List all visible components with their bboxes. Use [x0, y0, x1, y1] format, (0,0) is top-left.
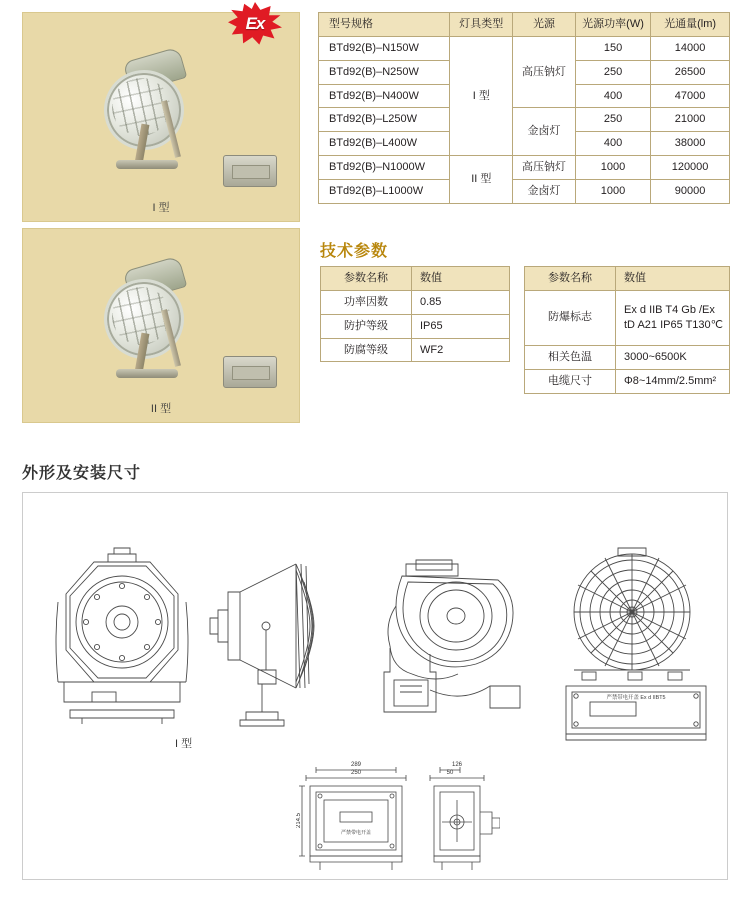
photo-caption-type-2: II 型: [150, 403, 172, 415]
cell-source: 金卤灯: [513, 108, 576, 156]
dimensions-section-title: 外形及安装尺寸: [22, 465, 142, 482]
drawing-box-side-dimensioned: [420, 760, 500, 880]
table-row: [319, 156, 730, 180]
table-row: [321, 314, 510, 338]
col-model: 型号规格: [319, 13, 450, 37]
cell-model: BTd92(B)–N250W: [319, 60, 450, 84]
photo-caption-type-1: I 型: [152, 202, 170, 214]
col-power: 光源功率(W): [575, 13, 650, 37]
cell-lumens: 90000: [651, 179, 730, 203]
product-photo-panel-type-2: [22, 228, 300, 423]
lamp-base: [116, 369, 178, 378]
cell-param-value: 0.85: [412, 290, 510, 314]
cell-power: 150: [575, 36, 650, 60]
cell-model: BTd92(B)–N400W: [319, 84, 450, 108]
cell-param-name: 防腐等级: [321, 338, 412, 362]
cell-model: BTd92(B)–N150W: [319, 36, 450, 60]
cell-source: 高压钠灯: [513, 36, 576, 108]
cell-power: 400: [575, 84, 650, 108]
cell-power: 400: [575, 132, 650, 156]
drawing-side-view: [200, 552, 330, 742]
enclosure-warning-label-2: 严禁带电开盖: [340, 830, 372, 836]
enclosure-warning-label: 严禁带电开盖 Ex d IIBT5: [606, 695, 666, 701]
col-param-value: 数值: [412, 267, 510, 291]
dimensions-caption-type-1: I 型: [175, 738, 193, 750]
drawing-front-view: [52, 542, 192, 742]
cell-model: BTd92(B)–N1000W: [319, 156, 450, 180]
drawing-ballast-enclosure: [560, 680, 712, 744]
table-row: [319, 179, 730, 203]
cell-lumens: 47000: [651, 84, 730, 108]
floodlight-illustration: [86, 48, 236, 178]
cell-source: 金卤灯: [513, 179, 576, 203]
cell-param-name: 功率因数: [321, 290, 412, 314]
col-source: 光源: [513, 13, 576, 37]
dim-width-outer: 289: [350, 762, 362, 768]
specification-table: [318, 12, 730, 204]
table-row: [319, 108, 730, 132]
cell-model: BTd92(B)–L250W: [319, 108, 450, 132]
table-row: [525, 345, 730, 369]
drawing-assembly-view: [372, 540, 542, 740]
cell-param-name: 相关色温: [525, 345, 616, 369]
table-header-row: [319, 13, 730, 37]
cell-type: I 型: [450, 36, 513, 155]
table-row: [525, 369, 730, 393]
ex-badge-label: Ex: [245, 14, 265, 33]
junction-box-illustration: [223, 155, 277, 187]
cell-type: II 型: [450, 156, 513, 204]
lamp-base: [116, 160, 178, 169]
col-param-value: 数值: [616, 267, 730, 291]
cell-model: BTd92(B)–L1000W: [319, 179, 450, 203]
table-row: [321, 290, 510, 314]
dim-width-inner: 250: [350, 770, 362, 776]
junction-box-illustration-2: [223, 356, 277, 388]
cell-power: 250: [575, 60, 650, 84]
tech-parameters-table-left: [320, 266, 510, 362]
table-row: [525, 290, 730, 345]
cell-param-value: 3000~6500K: [616, 345, 730, 369]
dim-depth: 126: [451, 762, 463, 768]
cell-param-name: 防爆标志: [525, 290, 616, 345]
ex-burst-badge: [228, 2, 282, 46]
cell-param-name: 防护等级: [321, 314, 412, 338]
dim-depth-inner: 50: [446, 770, 454, 776]
tech-parameters-table-right: [524, 266, 730, 394]
table-row: [319, 36, 730, 60]
cell-lumens: 38000: [651, 132, 730, 156]
cell-param-value: IP65: [412, 314, 510, 338]
cell-power: 1000: [575, 179, 650, 203]
cell-lumens: 14000: [651, 36, 730, 60]
col-param-name: 参数名称: [525, 267, 616, 291]
drawing-box-front-dimensioned: [296, 760, 416, 880]
floodlight-illustration-2: [86, 257, 236, 387]
cell-param-value: Ex d IIB T4 Gb /Ex tD A21 IP65 T130℃: [616, 290, 730, 345]
cell-lumens: 120000: [651, 156, 730, 180]
cell-lumens: 26500: [651, 60, 730, 84]
tech-parameters-title: 技术参数: [320, 243, 389, 260]
table-header-row: [525, 267, 730, 291]
cell-model: BTd92(B)–L400W: [319, 132, 450, 156]
col-param-name: 参数名称: [321, 267, 412, 291]
cell-param-name: 电缆尺寸: [525, 369, 616, 393]
col-lumens: 光通量(lm): [651, 13, 730, 37]
table-header-row: [321, 267, 510, 291]
cell-power: 250: [575, 108, 650, 132]
dim-height: 214.5: [296, 812, 302, 828]
col-type: 灯具类型: [450, 13, 513, 37]
cell-source: 高压钠灯: [513, 156, 576, 180]
cell-param-value: Φ8~14mm/2.5mm²: [616, 369, 730, 393]
cell-power: 1000: [575, 156, 650, 180]
cell-param-value: WF2: [412, 338, 510, 362]
table-row: [321, 338, 510, 362]
cell-lumens: 21000: [651, 108, 730, 132]
